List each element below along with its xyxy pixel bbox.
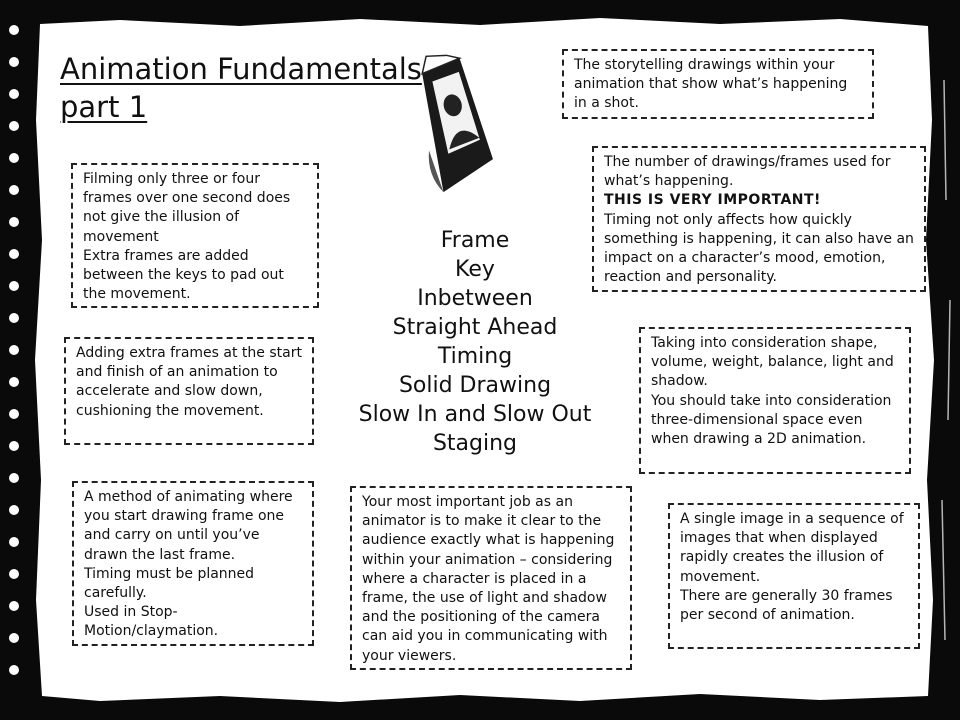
definition-timing-line-2: Timing not only affects how quickly something is happening, it can also have an impact on a character’s mood, emotion, reaction and personality. — [604, 211, 914, 286]
definition-key-text: The storytelling drawings within your animation that show what’s happening in a shot. — [574, 57, 848, 112]
definition-inbetween — [71, 163, 319, 308]
definition-staging-text: Your most important job as an animator is to make it clear to the audience exactly what is happening within your animation – considering where a character is placed in a frame, the use of light and shadow and the positioning of the camera can aid you in communicating with your viewers. — [362, 494, 615, 664]
term-straight-ahead: Straight Ahead — [392, 315, 558, 340]
definition-frame — [668, 503, 920, 649]
definition-timing — [592, 146, 926, 292]
photo-frame-icon — [405, 48, 500, 198]
term-list — [340, 226, 610, 458]
definition-frame-line-2: There are generally 30 frames per second of animation. — [680, 587, 893, 624]
page-title — [60, 50, 422, 126]
definition-staging — [350, 486, 632, 670]
term-key: Key — [455, 257, 495, 282]
title-line-1: Animation Fundamentals — [60, 52, 422, 86]
definition-slow-in-out — [64, 337, 314, 445]
definition-solid-drawing-line-2: You should take into consideration three-dimensional space even when drawing a 2D animation. — [651, 392, 892, 448]
title-line-2: part 1 — [60, 90, 148, 124]
definition-key — [562, 49, 874, 119]
definition-inbetween-line-1: Filming only three or four frames over one second does not give the illusion of movement — [83, 171, 291, 245]
definition-slow-in-out-text: Adding extra frames at the start and finish of an animation to accelerate and slow down, cushioning the movement. — [76, 345, 302, 419]
definition-straight-ahead-line-3: Used in Stop-Motion/claymation. — [84, 604, 219, 640]
term-timing: Timing — [437, 344, 513, 369]
term-staging: Staging — [432, 431, 518, 456]
definition-timing-line-1: The number of drawings/frames used for what’s happening. — [604, 154, 891, 190]
definition-timing-emphasis: THIS IS VERY IMPORTANT! — [604, 192, 821, 209]
definition-solid-drawing-line-1: Taking into consideration shape, volume, weight, balance, light and shadow. — [651, 335, 894, 390]
definition-frame-line-1: A single image in a sequence of images that when displayed rapidly creates the illusion of movement. — [680, 511, 904, 585]
term-frame: Frame — [440, 228, 510, 253]
definition-straight-ahead-line-2: Timing must be planned carefully. — [84, 565, 255, 602]
term-slow-in-out: Slow In and Slow Out — [358, 402, 592, 427]
term-inbetween: Inbetween — [417, 286, 533, 311]
definition-inbetween-line-2: Extra frames are added between the keys to pad out the movement. — [83, 247, 284, 303]
term-solid-drawing: Solid Drawing — [398, 373, 552, 398]
definition-straight-ahead-line-1: A method of animating where you start drawing frame one and carry on until you’ve drawn the last frame. — [84, 489, 293, 563]
definition-solid-drawing — [639, 327, 911, 474]
definition-straight-ahead — [72, 481, 314, 646]
